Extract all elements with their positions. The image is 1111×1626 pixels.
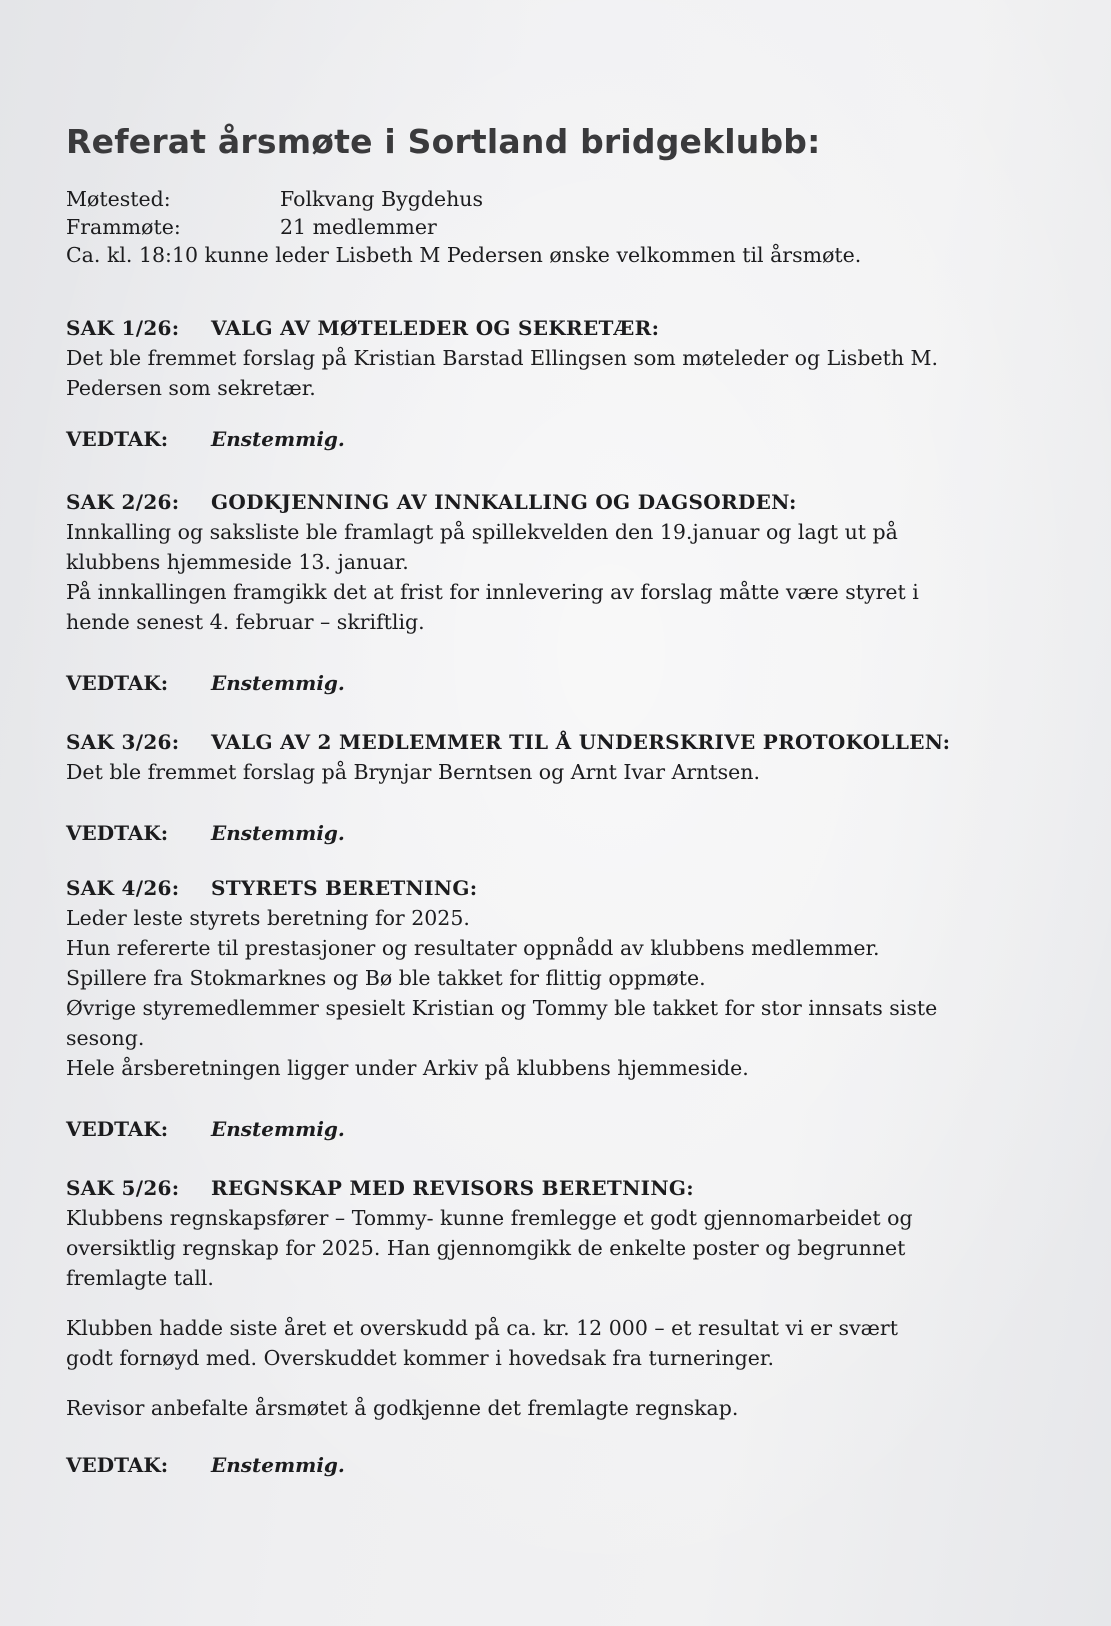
section-line: Det ble fremmet forslag på Brynjar Berntsen og Arnt Ivar Arntsen. bbox=[66, 760, 760, 784]
document-body bbox=[66, 122, 1076, 1479]
section-title: REGNSKAP MED REVISORS BERETNING: bbox=[211, 1176, 694, 1200]
opening-line: Ca. kl. 18:10 kunne leder Lisbeth M Pedersen ønske velkommen til årsmøte. bbox=[66, 243, 862, 267]
section-line: Det ble fremmet forslag på Kristian Barstad Ellingsen som møteleder og Lisbeth M. bbox=[66, 346, 939, 370]
decision-row bbox=[66, 819, 1076, 847]
decision-value: Enstemmig. bbox=[211, 1453, 345, 1477]
section-line: Innkalling og saksliste ble framlagt på spillekvelden den 19.januar og lagt ut på bbox=[66, 520, 898, 544]
section-number: SAK 2/26: bbox=[66, 490, 180, 514]
decision-label: VEDTAK: bbox=[66, 821, 169, 845]
attendance-value: 21 medlemmer bbox=[280, 215, 437, 239]
section-line: sesong. bbox=[66, 1026, 145, 1050]
attendance-row bbox=[66, 213, 1076, 241]
section-heading bbox=[66, 1173, 1076, 1203]
document-title: Referat årsmøte i Sortland bridgeklubb: bbox=[66, 122, 821, 161]
decision-row bbox=[66, 669, 1076, 697]
section-sak-1 bbox=[66, 313, 1076, 453]
section-sak-4 bbox=[66, 873, 1076, 1143]
decision-value: Enstemmig. bbox=[211, 1117, 345, 1141]
paragraph-gap bbox=[66, 1293, 1076, 1313]
decision-row bbox=[66, 425, 1076, 453]
paragraph-gap bbox=[66, 1373, 1076, 1393]
section-number: SAK 5/26: bbox=[66, 1176, 180, 1200]
section-line: Øvrige styremedlemmer spesielt Kristian og Tommy ble takket for stor innsats siste bbox=[66, 996, 938, 1020]
section-line: Leder leste styrets beretning for 2025. bbox=[66, 906, 470, 930]
decision-label: VEDTAK: bbox=[66, 427, 169, 451]
section-number: SAK 4/26: bbox=[66, 876, 180, 900]
section-line: Pedersen som sekretær. bbox=[66, 376, 316, 400]
section-title: VALG AV MØTELEDER OG SEKRETÆR: bbox=[211, 316, 660, 340]
venue-row bbox=[66, 185, 1076, 213]
section-line: fremlagte tall. bbox=[66, 1266, 214, 1290]
decision-row bbox=[66, 1451, 1076, 1479]
section-heading bbox=[66, 727, 1076, 757]
decision-value: Enstemmig. bbox=[211, 427, 345, 451]
section-title: GODKJENNING AV INNKALLING OG DAGSORDEN: bbox=[211, 490, 797, 514]
section-line: Spillere fra Stokmarknes og Bø ble takket for flittig oppmøte. bbox=[66, 966, 706, 990]
decision-value: Enstemmig. bbox=[211, 671, 345, 695]
attendance-label: Frammøte: bbox=[66, 215, 181, 239]
section-line: På innkallingen framgikk det at frist for innlevering av forslag måtte være styret i bbox=[66, 580, 919, 604]
section-line: Klubbens regnskapsfører – Tommy- kunne fremlegge et godt gjennomarbeidet og bbox=[66, 1206, 913, 1230]
section-title: STYRETS BERETNING: bbox=[211, 876, 478, 900]
decision-row bbox=[66, 1115, 1076, 1143]
section-number: SAK 3/26: bbox=[66, 730, 180, 754]
section-line: hende senest 4. februar – skriftlig. bbox=[66, 610, 425, 634]
section-sak-3 bbox=[66, 727, 1076, 847]
section-line: Revisor anbefalte årsmøtet å godkjenne det fremlagte regnskap. bbox=[66, 1396, 739, 1420]
section-sak-5 bbox=[66, 1173, 1076, 1479]
venue-value: Folkvang Bygdehus bbox=[280, 187, 484, 211]
section-line: klubbens hjemmeside 13. januar. bbox=[66, 550, 409, 574]
decision-label: VEDTAK: bbox=[66, 1117, 169, 1141]
decision-label: VEDTAK: bbox=[66, 1453, 169, 1477]
decision-value: Enstemmig. bbox=[211, 821, 345, 845]
section-number: SAK 1/26: bbox=[66, 316, 180, 340]
decision-label: VEDTAK: bbox=[66, 671, 169, 695]
section-sak-2 bbox=[66, 487, 1076, 697]
section-line: Hele årsberetningen ligger under Arkiv på klubbens hjemmeside. bbox=[66, 1056, 749, 1080]
section-heading bbox=[66, 313, 1076, 343]
venue-label: Møtested: bbox=[66, 187, 171, 211]
section-heading bbox=[66, 873, 1076, 903]
section-line: oversiktlig regnskap for 2025. Han gjennomgikk de enkelte poster og begrunnet bbox=[66, 1236, 906, 1260]
section-line: Hun refererte til prestasjoner og resultater oppnådd av klubbens medlemmer. bbox=[66, 936, 880, 960]
meeting-info bbox=[66, 185, 1076, 269]
section-line: Klubben hadde siste året et overskudd på ca. kr. 12 000 – et resultat vi er svært bbox=[66, 1316, 898, 1340]
section-heading bbox=[66, 487, 1076, 517]
section-line: godt fornøyd med. Overskuddet kommer i hovedsak fra turneringer. bbox=[66, 1346, 774, 1370]
section-title: VALG AV 2 MEDLEMMER TIL Å UNDERSKRIVE PROTOKOLLEN: bbox=[211, 730, 951, 754]
